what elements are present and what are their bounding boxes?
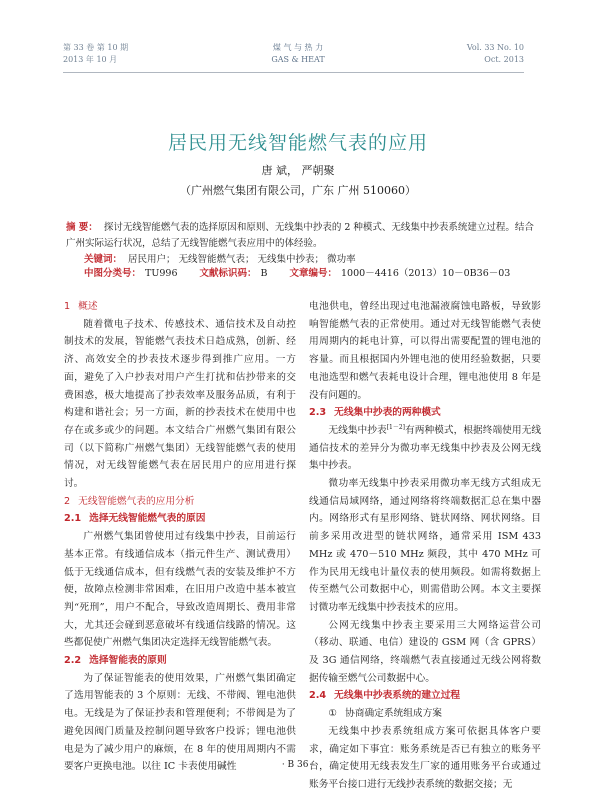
paper-title: 居民用无线智能燃气表的应用 [167,132,428,154]
subsection-number: 2.1 [64,513,82,525]
journal-name-en: GAS & HEAT [271,55,325,64]
step-heading-1 [309,705,541,723]
paragraph: 微功率无线集中抄表采用微功率无线方式组成无线通信局域网络，通过网络将终端数据汇总在集中器内。网络形式有星形网络、链状网络、网状网络。目前多采用改进型的链状网络，通常采用 ISM 433 MHz 或 470－510 MHz 频段，其中 470 MHz 可作为民用无线电计量仪表的使用频段。如需将数据上传至燃气公司数据中心，则需借助公网。本文主要探讨微功率无线集中抄表技术的应用。 [309,478,541,613]
text-run: 有两种模式，根据终端使用无线通信技术的差异分为微功率无线集中抄表及公网无线集中抄表。 [309,424,542,472]
art-label: 文章编号： [289,268,338,279]
keywords-text: 居民用户； 无线智能燃气表； 无线集中抄表； 微功率 [128,254,356,265]
step-title: 协商确定系统组成方案 [345,708,442,720]
step-number: ① [328,708,338,720]
section-heading-1 [64,298,296,316]
abstract-label: 摘 要： [66,222,98,233]
section-heading-2 [64,493,296,511]
journal-name-cn: 煤 气 与 热 力 [272,43,324,52]
clc-label: 中图分类号： [84,268,142,279]
left-column [64,298,296,776]
paragraph: 为了保证智能表的使用效果，广州燃气集团确定了选用智能表的 3 个原则：无线、不带阀、锂电池供电。无线是为了保证抄表和管理便利；不带阀是为了避免因阀门质量及控制问题导致客户投诉；锂电池供电是为了减少用户的麻烦，在 8 年的使用周期内不需要客户更换电池。以往 IC 卡表使用碱性 [64,672,296,773]
clc-number [84,265,178,279]
volume-issue: 第 33 卷 第 10 期 [63,43,129,52]
abstract [66,220,534,252]
doc-code [200,265,268,279]
paper-affiliation: （广州燃气集团有限公司，广东 广州 510060） [180,184,416,197]
section-title: 无线智能燃气表的应用分析 [78,495,195,507]
article-meta [84,265,510,279]
subsection-heading-2-4 [309,687,541,705]
subsection-number: 2.4 [309,690,327,702]
clc-value: TU996 [145,268,178,279]
section-number: 1 [64,301,71,312]
subsection-number: 2.2 [64,655,82,667]
article-number [290,265,511,279]
paragraph [309,422,541,475]
citation: [1－2] [386,423,406,431]
section-number: 2 [64,495,71,507]
text-run: 无线集中抄表 [328,424,387,436]
doc-value: B [260,268,268,279]
subsection-heading-2-1 [64,510,296,528]
paragraph: 广州燃气集团曾使用过有线集中抄表，目前运行基本正常。有线通信成本（指元件生产、测试费用）低于无线通信成本，但有线燃气表的安装及维护不方便，故障点检测非常困难，在旧用户改造中基本被宣判“死刑”，用户不配合，导致改造周期长、费用非常大，尤其还会碰到恶意破坏有线通信线路的情况。这些都促使广州燃气集团决定选择无线智能燃气表。 [64,531,296,649]
subsection-title: 选择智能表的原则 [89,655,167,667]
subsection-heading-2-2 [64,652,296,670]
subsection-title: 选择无线智能燃气表的原因 [89,513,206,525]
subsection-number: 2.3 [309,407,327,419]
subsection-title: 无线集中抄表系统的建立过程 [334,690,461,702]
abstract-text: 探讨无线智能燃气表的选择原因和原则、无线集中抄表的 2 种模式、无线集中抄表系统建立过程。结合广州实际运行状况，总结了无线智能燃气表应用中的体经验。 [66,222,534,249]
paragraph: 无线集中抄表系统组成方案可依据具体客户要求，确定如下事宜：账务系统是否已有独立的账务平台，确定使用无线表发生厂家的通用账务平台或通过账务平台接口进行无线抄表系统的数据交接；无 [309,725,541,790]
section-title: 概述 [78,301,98,312]
page-number: · B 36 · [281,760,315,770]
abstract-block [66,220,534,268]
volume-issue-en: Vol. 33 No. 10 [466,43,524,52]
paper-authors: 唐 斌， 严朝聚 [261,164,335,177]
keywords-label: 关键词： [84,254,123,265]
issue-date: 2013 年 10 月 [63,55,118,64]
art-value: 1000－4416（2013）10－0B36－03 [341,268,511,279]
journal-volume-en [467,42,524,66]
paragraph: 公网无线集中抄表主要采用三大网络运营公司（移动、联通、电信）建设的 GSM 网（含 GPRS）及 3G 通信网络，终端燃气表直接通过无线公网将数据传输至燃气公司数据中心。 [309,619,541,684]
paragraph: 随着微电子技术、传感技术、通信技术及自动控制技术的发展，智能燃气表技术日趋成熟，创新、经济、高效安全的抄表技术逐步得到推广应用。一方面，避免了入户抄表对用户产生打扰和估抄带来的交费困惑，极大地提高了抄表效率及服务品质，有利于构建和谐社会；另一方面，新的抄表技术在使用中也存在或多或少的问题。本文结合广州燃气集团有限公司（以下简称广州燃气集团）无线智能燃气表的使用情况，对无线智能燃气表在居民用户的应用进行探讨。 [64,318,296,490]
issue-date-en: Oct. 2013 [484,55,524,64]
subsection-title: 无线集中抄表的两种模式 [334,407,441,419]
subsection-heading-2-3 [309,404,541,422]
right-column [309,298,541,794]
doc-label: 文献标识码： [199,268,257,279]
paragraph: 电池供电，曾经出现过电池漏液腐蚀电路板，导致影响智能燃气表的正常使用。通过对无线智能燃气表使用周期内的耗电计算，可以得出需要配置的锂电池的容量。而且根据国内外锂电池的使用经验数据，只要电池选型和燃气表耗电设计合理，锂电池使用 8 年是没有问题的。 [309,301,541,401]
header-rule [63,72,524,73]
